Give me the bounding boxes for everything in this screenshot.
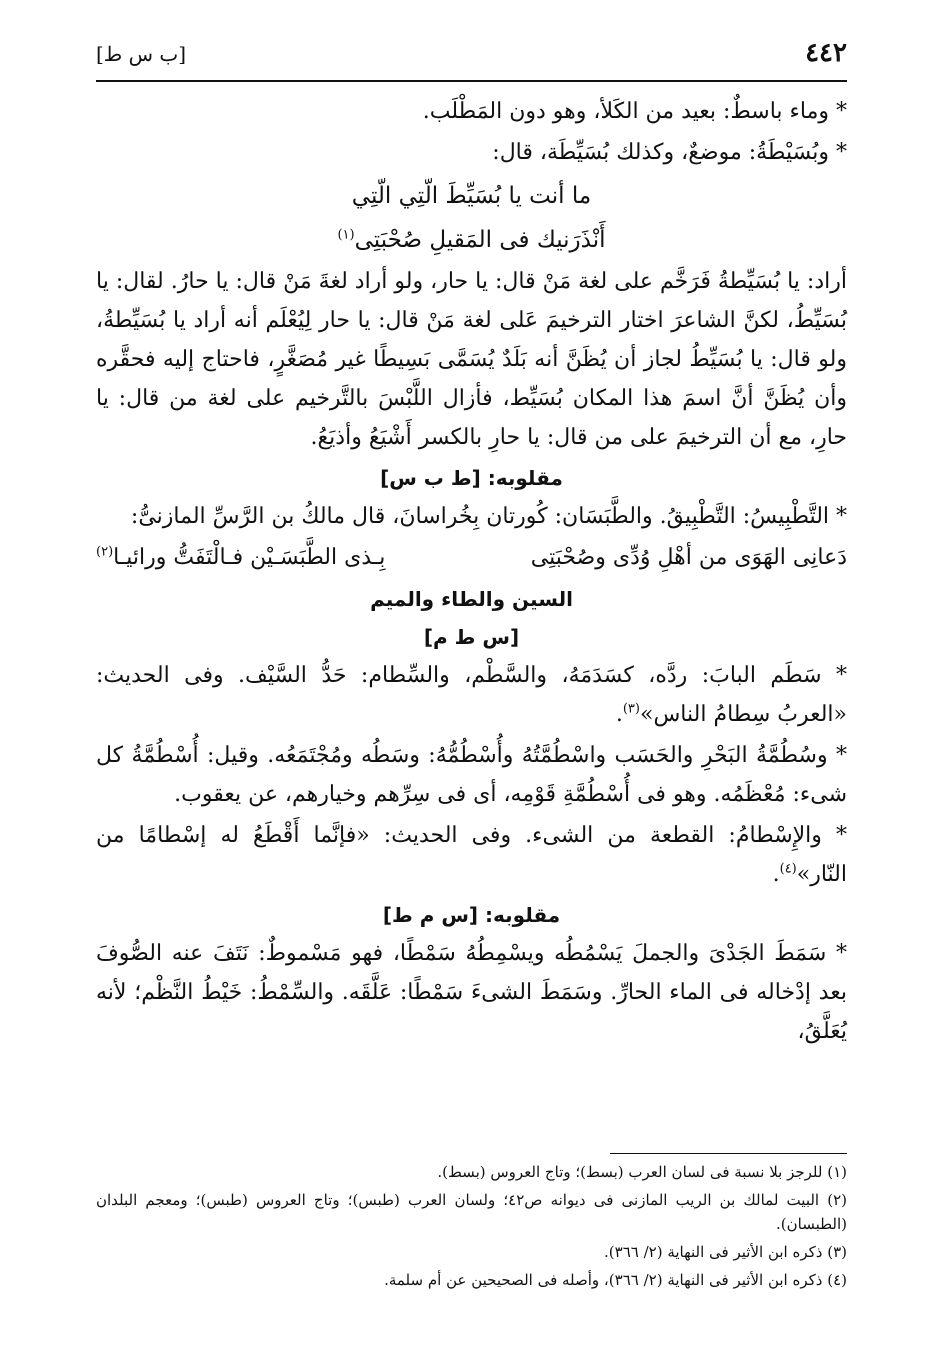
header-divider bbox=[96, 80, 847, 82]
footnote: (١) للرجز بلا نسبة فى لسان العرب (بسط)؛ وتاج العروس (بسط). bbox=[437, 1163, 847, 1181]
footnote: (٣) ذكره ابن الأثير فى النهاية (٢/ ٣٦٦). bbox=[604, 1243, 847, 1261]
footnote-ref: (٣) bbox=[622, 701, 640, 717]
verse-hemistich-first: دَعانِى الهَوَى من أهْلِ وُدِّى وصُحْبَتِى bbox=[530, 545, 847, 570]
footnote-ref: (٢) bbox=[96, 544, 114, 560]
entry-text: * والإِسْطامُ: القطعة من الشىء. وفى الحديث: «فإنَّما أَقْطَعُ له إسْطامًا من النّار» bbox=[96, 823, 847, 887]
root-heading: [س ط م] bbox=[423, 625, 520, 649]
entry-paragraph: * وبُسَيْطَةُ: موضعٌ، وكذلك بُسَيِّطَة، قال: bbox=[492, 140, 847, 165]
section-heading: مقلوبه: [ط ب س] bbox=[380, 466, 563, 490]
footnote-ref: (٤) bbox=[779, 861, 797, 877]
entry-paragraph: أراد: يا بُسَيِّطةُ فَرَخَّم على لغة مَنْ قال: يا حار، ولو أراد لغةَ مَنْ قال: يا حارُ. لقال: يا بُسَيِّطُ، لكنَّ الشاعرَ اختار الترخيمَ عَلى لغة مَنْ قال: يا حار لِيُعْلَم أنه أراد يا بُسَيِّطةُ، ولو قال: يا بُسَيِّطُ لجاز أن يُظَنَّ أنه بَلَدٌ يُسَمَّى بَسِيطًا غير مُصَغَّرٍ، فاحتاج إليه فحقَّره وأن يُظَنَّ أنَّ اسمَ هذا المكان بُسَيِّط، فأزال اللَّبْسَ بالتَّرخيم على لغة من قال: يا حارِ، مع أن الترخيمَ على من قال: يا حارِ بالكسر أَشْيَعُ وأذيَعُ. bbox=[96, 269, 847, 450]
running-head-root: [ب س ط] bbox=[96, 42, 187, 66]
entry-text-end: . bbox=[772, 862, 780, 887]
footnotes bbox=[96, 1160, 847, 1296]
verse-line bbox=[96, 218, 847, 262]
entry-text: * سَطَم البابَ: ردَّه، كسَدَمَهُ، والسَّطْم، والسِّطام: حَدُّ السَّيْف. وفى الحديث: «العربُ سِطامُ الناس» bbox=[96, 663, 847, 727]
entry-paragraph: * وماء باسطٌ: بعيد من الكَلأ، وهو دون المَطْلَب. bbox=[422, 99, 847, 124]
entry-text-end: . bbox=[615, 702, 623, 727]
entry-paragraph bbox=[96, 656, 847, 734]
verse-line: ما أنت يا بُسَيِّطَ الّتِي الّتِي bbox=[351, 183, 592, 209]
footnote: (٢) البيت لمالك بن الريب المازنى فى ديوانه ص٤٢؛ ولسان العرب (طبس)؛ وتاج العروس (طبس)؛ ومعجم البلدان (الطبسان). bbox=[96, 1191, 847, 1233]
entry-paragraph: * سَمَطَ الجَدْىَ والجملَ يَسْمُطُه ويسْمِطُهُ سَمْطًا، فهو مَسْموطٌ: نَتَفَ عنه الصُّوفَ بعد إدْخاله فى الماء الحارِّ. وسَمَطَ الشىءَ سَمْطًا: عَلَّقَه. والسِّمْطُ: خَيْطُ النَّظْم؛ لأنه يُعَلَّقُ، bbox=[96, 941, 847, 1044]
main-text bbox=[96, 92, 847, 1053]
footnote: (٤) ذكره ابن الأثير فى النهاية (٢/ ٣٦٦)، وأصله فى الصحيحين عن أم سلمة. bbox=[384, 1271, 847, 1289]
page-number: ٤٤٢ bbox=[805, 38, 847, 68]
footnote-ref: (١) bbox=[337, 227, 355, 243]
page-header bbox=[96, 38, 847, 78]
entry-paragraph bbox=[96, 816, 847, 894]
section-heading: مقلوبه: [س م ط] bbox=[382, 903, 561, 927]
verse-couplet bbox=[96, 538, 847, 578]
verse-hemistich-second bbox=[96, 538, 385, 578]
verse-text: أَنْذَرَنيك فى المَقيلِ صُحْبَتِى bbox=[354, 227, 606, 253]
entry-paragraph: * وسُطُمَّةُ البَحْرِ والحَسَب واسْطُمَّتُهُ وأُسْطُمُّهُ: وسَطُه ومُجْتَمَعُه. وقيل: أُسْطُمَّةُ كل شىء: مُعْظَمُه. وهو فى أُسْطُمَّةِ قَوْمِه، أى فى سِرِّهم وخيارهم، عن يعقوب. bbox=[96, 743, 847, 807]
entry-paragraph: * التَّطْبِيسُ: التَّطْبِيقُ. والطَّبَسَان: كُورتان بِخُراسانَ، قال مالكُ بن الرَّسِّ المازنىُّ: bbox=[130, 504, 847, 529]
chapter-heading: السين والطاء والميم bbox=[370, 587, 573, 611]
verse-text: بِـذى الطَّبَسَـيْن فـالْتَفَتُّ ورائيـا bbox=[113, 545, 386, 570]
footnote-divider bbox=[610, 1153, 847, 1154]
